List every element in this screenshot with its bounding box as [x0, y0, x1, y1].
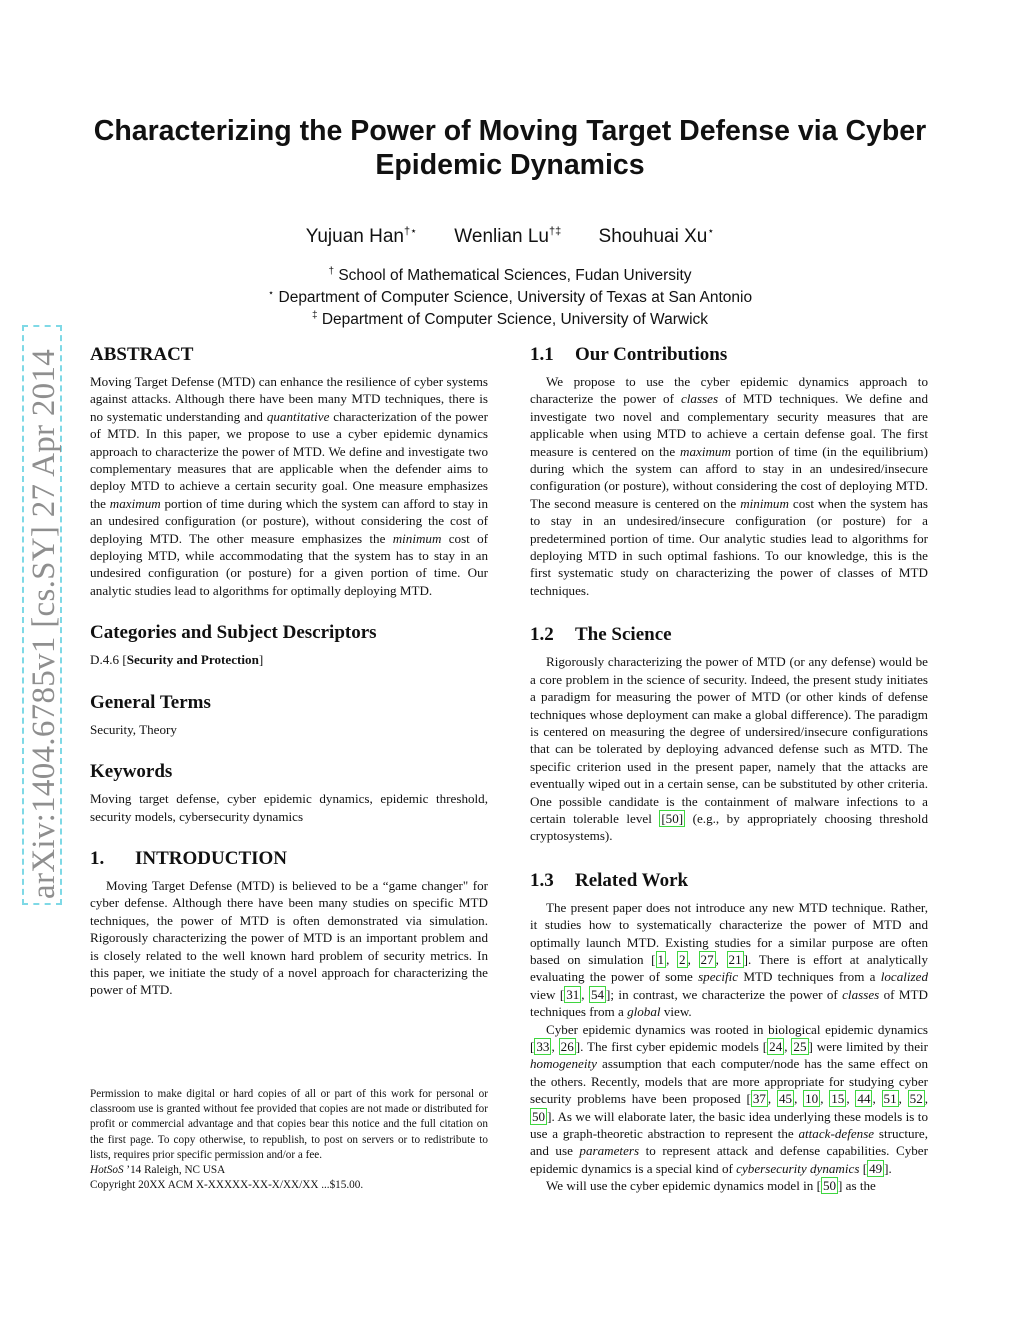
introduction-heading: 1. INTRODUCTION [90, 847, 288, 869]
citation-link[interactable]: 21 [728, 951, 742, 967]
citation-link[interactable]: [50] [661, 810, 684, 826]
general-terms-text: Security, Theory [90, 721, 177, 737]
section-1-2-heading: 1.2 The Science [530, 624, 672, 646]
citation-link[interactable]: 49 [869, 1160, 883, 1176]
introduction-text: Moving Target Defense (MTD) is believed to be a “game changer" for cyber defense. Although there have been many studies on specific MTD techniques, the power of MTD is often demonstrated via simulation. Rigorously characterizing the power of MTD is an important problem and is closely related to the well known hard problem of security metrics. In this paper, we initiate the study of a novel approach for characterizing the power of MTD. [90, 877, 488, 998]
citation-link[interactable]: 25 [793, 1039, 807, 1054]
citation-link[interactable]: 27 [700, 951, 714, 967]
affiliation: † School of Mathematical Sciences, Fudan University [328, 266, 692, 285]
copyright: Copyright 20XX ACM X-XXXXX-XX-X/XX/XX ...$15.00. [90, 1179, 364, 1192]
abstract-heading: ABSTRACT [90, 344, 194, 365]
citation-link[interactable]: 45 [778, 1091, 793, 1107]
author-list [80, 225, 940, 248]
citation-link[interactable]: 15 [831, 1091, 845, 1107]
citation-link[interactable]: 33 [536, 1039, 550, 1054]
permission-notice: Permission to make digital or hard copies of all or part of this work for personal or classroom use is granted without fee provided that copies are not made or distributed for profit or commercial advantage and that copies bear this notice and the full citation on the first page. To copy otherwise, to republish, to post on servers or to redistribute to lists, requires prior specific permission and/or a fee. HotSoS ’14 Raleigh, NC USA Copyright 20XX ACM X-XXXXX-XX-X/XX/XX ...$15.00. [90, 1087, 488, 1193]
citation-link[interactable]: 10 [805, 1091, 819, 1107]
citation-link[interactable]: 44 [857, 1091, 871, 1107]
citation-link[interactable]: 1 [657, 951, 665, 967]
categories-text: D.4.6 [Security and Protection] [90, 652, 264, 668]
keywords-text: Moving target defense, cyber epidemic dynamics, epidemic threshold, security models, cybersecurity dynamics [90, 791, 488, 824]
citation-link[interactable]: 54 [590, 986, 605, 1002]
citation-link[interactable]: 50 [822, 1178, 837, 1194]
section-1-3-paragraph-2: Cyber epidemic dynamics was rooted in biological epidemic dynamics [ 33 , 26 ]. The first cyber epidemic models [ 24 , 25 ] were limited by their homogeneity assumption that each computer/node has the same effect on the others. Recently, models that are more appropriate for studying cyber security problems have been proposed [ 37 , 45 , 10 , 15 , 44 , 51 , 52 , 50 ]. As we will elaborate later, the basic idea underlying these models is to use a graph-theoretic abstraction to represent the attack-defense structure, and use parameters to represent attack and defense capabilities. Cyber epidemic dynamics is a special kind of cybersecurity dynamics [ 49 ]. [530, 1021, 929, 1176]
paper-title: Characterizing the Power of Moving Target Defense via Cyber Epidemic Dynamics [93, 115, 927, 181]
left-column [90, 343, 488, 999]
section-1-3-paragraph-1: The present paper does not introduce any new MTD technique. Rather, it studies how to systematically characterize the power of MTD and optimally launch MTD. Existing studies for a similar purpose are often based on simulation [ 1 , 2 , 27 , 21 ]. There is effort at analytically evaluating the power of some specific MTD techniques from a localized view [ 31 , 54 ]; in contrast, we characterize the power of classes of MTD techniques from a global view. [530, 899, 928, 1020]
venue: HotSoS ’14 Raleigh, NC USA [90, 1164, 226, 1177]
section-1-1-heading: 1.1 Our Contributions [530, 344, 728, 365]
arxiv-stamp: arXiv:1404.6785v1 [cs.SY] 27 Apr 2014 [22, 325, 62, 905]
citation-link[interactable]: 2 [679, 951, 686, 967]
citation-link[interactable]: 24 [769, 1039, 783, 1054]
section-1-3-paragraph-3: We will use the cyber epidemic dynamics model in [ 50 ] as the [546, 1178, 876, 1194]
categories-heading: Categories and Subject Descriptors [90, 622, 377, 644]
author: Yujuan Han†⋆ [305, 226, 417, 248]
section-1-3-heading: 1.3 Related Work [530, 869, 689, 891]
author: Shouhuai Xu⋆ [598, 226, 715, 248]
affiliation: ⋆ Department of Computer Science, University of Texas at San Antonio [267, 288, 753, 307]
section-1-2-text: Rigorously characterizing the power of MTD (or any defense) would be a core problem in the science of security. Indeed, the present study initiates a paradigm for measuring the power of MTD (or other kinds of defense techniques whose deployment can make a global difference). The paradigm is centered on measuring the degree of undersired/insecure configurations that can be tolerated by deploying advanced defense such as MTD. The specific criterion used in the present paper, namely that the attacks are eventually wiped out in a certain sense, can be substituted by other criteria. One possible candidate is the containment of malware infections to a certain tolerable level [50] (e.g., by appropriately choosing threshold cryptosystems). [530, 654, 928, 844]
general-terms-heading: General Terms [90, 691, 211, 713]
affiliations [80, 263, 940, 329]
right-column [530, 343, 928, 1195]
citation-link[interactable]: 37 [752, 1091, 766, 1107]
keywords-heading: Keywords [90, 761, 173, 783]
section-1-1-text: We propose to use the cyber epidemic dynamics approach to characterize the power of classes of MTD techniques. We define and investigate two novel and complementary security measures that are applicable when using MTD to achieve a certain defense goal. The first measure is centered on the maximum portion of time (in the equilibrium) during which the system can afford to stay in an undesired/insecure configuration (or posture), without considering the cost of deploying MTD. The second measure is centered on the minimum cost when the system has to stay in an undesired/insecure configuration (or posture) for a predetermined portion of time. Our analytic studies lead to algorithms for deploying MTD in such optimal fashions. To our knowledge, this is the first systematic study on characterizing the power of classes of MTD techniques. [530, 374, 928, 598]
author: Wenlian Lu†‡ [454, 226, 562, 248]
citation-link[interactable]: 52 [909, 1091, 923, 1107]
citation-link[interactable]: 50 [532, 1108, 546, 1124]
abstract-text: Moving Target Defense (MTD) can enhance the resilience of cyber systems against attacks. Although there have been many MTD techniques, there is no systematic understanding and quantitative characterization of the power of MTD. In this paper, we propose to use a cyber epidemic dynamics approach to characterize the power of MTD. We define and investigate two complementary measures that are applicable when the defender aims to deploy MTD to achieve a certain security goal. One measure emphasizes the maximum portion of time during which the system can afford to stay in an undesired configuration (or posture), without considering the cost of deploying MTD. The other measure emphasizes the minimum cost of deploying MTD, while accommodating that the system has to stay in an undesired configuration (or posture) for a given portion of time. Our analytic studies lead to algorithms for optimally deploying MTD. [90, 374, 488, 598]
citation-link[interactable]: 31 [566, 986, 580, 1002]
affiliation: ‡ Department of Computer Science, University of Warwick [311, 310, 709, 329]
citation-link[interactable]: 51 [883, 1091, 897, 1107]
citation-link[interactable]: 26 [560, 1039, 574, 1054]
